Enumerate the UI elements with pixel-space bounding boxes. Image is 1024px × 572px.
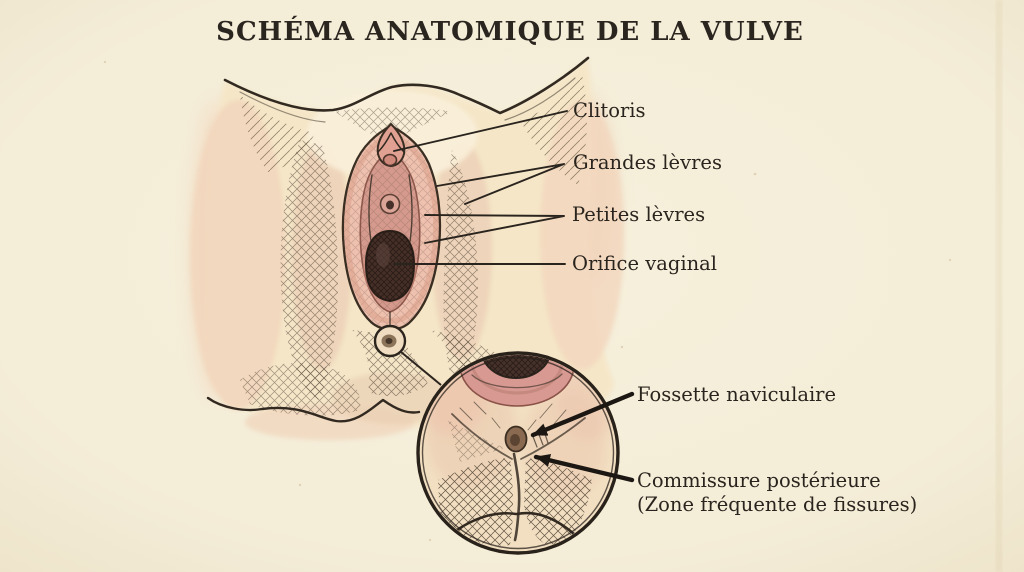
fossette-naviculaire-label: Fossette naviculaire	[637, 383, 837, 406]
clitoris-glans-shape	[384, 155, 397, 166]
grandes-levres-label: Grandes lèvres	[573, 151, 722, 174]
urethral-opening-center	[386, 201, 394, 210]
commissure-note-label: (Zone fréquente de fissures)	[637, 493, 918, 516]
commissure-posterieure-label: Commissure postérieure	[637, 469, 881, 492]
perineum-marker-dot	[386, 338, 393, 344]
page-title: SCHÉMA ANATOMIQUE DE LA VULVE	[216, 17, 804, 47]
clitoris-label: Clitoris	[573, 99, 646, 122]
vaginal-orifice-hatch	[366, 231, 414, 301]
fossette-spot-center	[510, 434, 520, 446]
paper-edge-shade	[996, 0, 1002, 572]
petites-levres-label: Petites lèvres	[572, 203, 706, 226]
vaginal-orifice-highlight	[376, 243, 390, 267]
orifice-vaginal-label: Orifice vaginal	[572, 252, 717, 275]
